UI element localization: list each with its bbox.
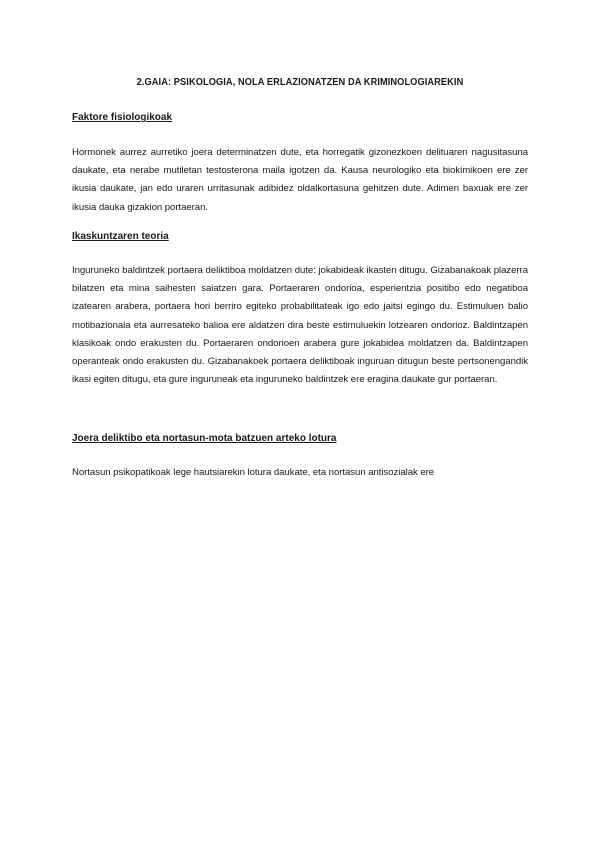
section-body-learning-theory bbox=[72, 262, 528, 389]
section-heading: Faktore fisiologikoak bbox=[72, 112, 173, 123]
section-body-personality-link bbox=[72, 464, 528, 482]
section-paragraph: Nortasun psikopatikoak lege hautsiarekin lotura daukate, eta nortasun antisozialak ere bbox=[72, 467, 435, 478]
section-paragraph: Inguruneko baldintzek portaera deliktiboa moldatzen dute: jokabideak ikasten ditugu. Gizabanakoak plazerra bilatzen eta mina saihesten saiatzen gara. Portaeraren ondorioa, esperientzia positibo edo negatiboa izatearen arabera, portaera hori berriro egiteko probabilitateak igo edo jaitsi egingo du. Estimuluen balio motibazionala eta aurresateko balioa ere aldatzen dira beste estimuluekin lotzearen ondorioz. Baldintzapen klasikoak ondo erakusten du. Portaeraren ondorioen arabera gure jokabidea moldatzen da. Baldintzapen operanteak ondo erakusten du. Gizabanakoek portaera deliktiboak inguruan ditugun beste pertsonengandik ikasi egiten ditugu, eta gure inguruneak eta inguruneko baldintzek ere eragina daukate gur portaeran. bbox=[72, 265, 528, 386]
section-paragraph: Hormonek aurrez aurretiko joera determinatzen dute, eta horregatik gizonezkoen delituaren nagusitasuna daukate, eta nerabe mutiletan testosterona maila igotzen da. Kausa neurologiko eta biokimikoen ere zer ikusia daukate, jan edo uraren urritasunak adibidez oldalkortasuna gehitzen dute. Adimen baxuak ere zer ikusia dauka gizakion portaeran. bbox=[72, 147, 528, 213]
section-heading: Ikaskuntzaren teoria bbox=[72, 231, 169, 242]
document-title: 2.GAIA: PSIKOLOGIA, NOLA ERLAZIONATZEN DA KRIMINOLOGIAREKIN bbox=[136, 76, 464, 88]
section-heading-personality-link bbox=[72, 432, 528, 446]
section-body-physiological-factors bbox=[72, 144, 528, 217]
section-heading: Joera deliktibo eta nortasun-mota batzuen arteko lotura bbox=[72, 433, 337, 444]
section-heading-learning-theory bbox=[72, 230, 528, 244]
section-heading-physiological-factors bbox=[72, 111, 528, 125]
